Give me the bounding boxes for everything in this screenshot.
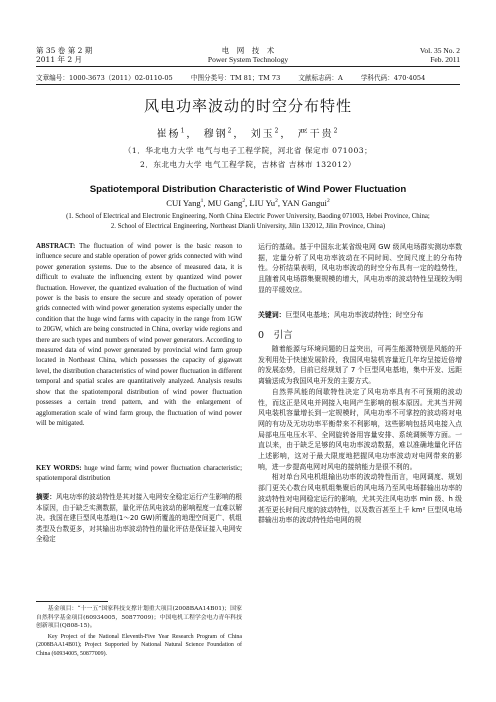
title-english: Spatiotemporal Distribution Characteristic of Wind Power Fluctuation [89, 184, 407, 195]
article-number: 文章编号：1000-3673（2011）02-0110-05 [36, 74, 173, 82]
author-3: 刘玉 [250, 129, 275, 140]
authors-chinese: 崔杨$^1$， 穆钢$^2$， 刘玉$^2$， 严干贵$^2$ [156, 127, 340, 140]
abstract-cn-label: 摘要： [36, 493, 56, 501]
author-1: 崔杨 [156, 129, 181, 140]
meta-rule [36, 84, 460, 85]
abstract-cn-text: 风电功率的波动特性是其对接入电网安全稳定运行产生影响的根本原因，由于缺乏实测数据，量化评估风电波动的影响程度一直难以解决。我国在建巨型风电基地(1～20 GW)所覆盖的地理空间更广、机组类型及台数更多，对其输出功率波动特性的量化评估是保证接入电网安全稳定 [36, 493, 243, 544]
abstract-en-text: The fluctuation of wind power is the basic reason to influence secure and stable operation of power grids connected with wind power generation systems. Due to the absence of measured data, it is difficult to evaluate the influencing extent by quantized wind power fluctuation. However, the quantized evaluation of the fluctuation of wind power is the basis to ensure the secure and steady operation of power grids connected with wind power generation systems especially under the condition that the huge wind farms with capacity in the range from 1GW to 20GW, which are being constructed in China, overlay wide regions and there are such types and numbers of wind power generators. According to measured data of wind power generated by provincial wind farm group located in Northeast China, which possesses the capacity of gigawatt level, the distribution characteristics of wind power fluctuation in different temporal and spatial scales are quantitatively analyzed. Analysis results show that the spatiotemporal distribution of wind power fluctuation possesses a certain trend pattern, and with the enlargement of agglomeration scale of wind farm group, the fluctuation of wind power will be mitigated. [36, 243, 242, 427]
abstract-cn-continued [258, 242, 462, 296]
intro-paragraph-2: 自然界风能的间歇特性决定了风电功率具有不可预期的波动性，而这正是风电并网接入电网产生影响的根本原因。尤其当并网风电装机容量增长到一定规模时，风电功率不可掌控的波动将对电网的有功及无功功率平衡带来不利影响，这些影响包括风电接入点局部电压电压水平、全网旋转备用容量安排、系统调频等方面。一直以来，由于缺乏足够的风电功率波动数据，难以准确地量化评估上述影响，这对于最大限度地把握风电功率波动对电网带来的影响，进一步提高电网对风电的接纳能力是很不利的。 [258, 387, 462, 471]
author-3-aff: 2 [274, 127, 281, 135]
abstract-english [36, 242, 242, 429]
intro-paragraph-3: 相对单台风电机组输出功率的波动特性而言，电网调度、规划部门更关心数台风电机组集聚后的风电场乃至风电场群输出功率的波动特性对电网稳定运行的影响，尤其关注风电功率 min 级、h 级甚至更长时间尺度的波动特性，以及数百甚至上千 km² 巨型风电场群输出功率的波动特性给电网的规 [258, 473, 462, 525]
keywords-en-label: KEY WORDS: [36, 465, 82, 472]
header-journal [148, 46, 348, 64]
fund-text-cn: 基金项目：“十一五”国家科技支撑计划重大项目(2008BAA14B01)；国家自然科学基金项目(60934005，50877009)；中国电机工程学会电力青年科技创新项目(Q808-15)。 [36, 606, 242, 629]
header-volume [36, 46, 92, 64]
header-vol-en [420, 46, 460, 64]
section-number: 0 [258, 330, 265, 341]
header-volume-issue: 第 35 卷 第 2 期 [36, 46, 93, 55]
section-title: 引言 [273, 330, 293, 341]
author-en-3: LIU Yu [249, 198, 276, 208]
affiliation-en-2: 2. School of Electrical Engineering, Northeast Dianli University, Jilin 132012, Jilin Province, China) [110, 223, 386, 230]
subject-code: 学科代码：470·4054 [360, 74, 426, 82]
keywords-chinese [258, 310, 462, 321]
section-heading [258, 327, 293, 341]
intro-body [258, 344, 462, 526]
author-en-3-aff: 2 [275, 198, 278, 205]
fund-text-en: Key Project of the National Eleventh-Five Year Research Program of China (2008BAA14B01); Project Supported by National Natural Science Foundation of China (60934005, 50877009). [36, 633, 242, 657]
header-journal-cn: 电 网 技 术 [221, 46, 275, 55]
author-en-1-aff: 1 [200, 198, 204, 205]
header-month: Feb. 2011 [430, 55, 460, 64]
authors-english: CUI Yang$^1$, MU Gang$^2$, LIU Yu$^2$, YAN Gangui$^2$ [166, 198, 330, 208]
document-code: 文献标志码：A [298, 74, 343, 82]
author-1-aff: 1 [180, 127, 187, 135]
header-journal-en: Power System Technology [207, 55, 289, 64]
header-rule [36, 66, 460, 67]
clc-number: 中图分类号：TM 81；TM 73 [190, 74, 281, 82]
author-en-4-aff: 2 [326, 198, 330, 205]
keywords-en-text: huge wind farm; wind power fluctuation characteristic; spatiotemporal distribution [36, 465, 242, 483]
author-2: 穆钢 [203, 129, 228, 140]
author-4-aff: 2 [333, 127, 340, 135]
abstract-chinese [36, 492, 242, 545]
abstract-en-label: ABSTRACT: [36, 243, 76, 250]
keywords-cn-text: 巨型风电基地；风电功率波动特性；时空分布 [285, 311, 424, 319]
intro-paragraph-1: 随着能源与环境问题的日益突出，可再生能源特别是风能的开发利用处于快速发展阶段，我国风电装机容量近几年均呈接近倍增的发展态势，目前已经规划了 7 个巨型风电基地，集中开发、远距离输送成为我国风电开发的主要方式。 [258, 345, 462, 386]
header-date: 2011 年 2 月 [36, 55, 83, 64]
footnote-rule [36, 601, 108, 602]
author-en-2: MU Gang [207, 198, 243, 208]
fund-footnote [36, 605, 242, 658]
affiliation-cn-2: 2．东北电力大学 电气工程学院，吉林省 吉林市 132012） [139, 160, 357, 169]
author-4: 严干贵 [297, 129, 334, 140]
affiliation-en-1: (1. School of Electrical and Electronic Engineering, North China Electric Power University, Baoding 071003, Hebei Province, China; [66, 213, 430, 220]
keywords-english [36, 464, 242, 485]
header-vol-no: Vol. 35 No. 2 [419, 46, 460, 55]
author-en-4: YAN Gangui [281, 198, 327, 208]
title-chinese: 风电功率波动的时空分布特性 [143, 97, 352, 115]
keywords-cn-label: 关键词： [258, 311, 286, 319]
article-meta [36, 72, 460, 82]
author-2-aff: 2 [227, 127, 234, 135]
author-en-1: CUI Yang [166, 198, 201, 208]
author-en-2-aff: 2 [242, 198, 246, 205]
affiliation-cn-1: （1．华北电力大学 电气与电子工程学院，河北省 保定市 071003； [123, 146, 373, 155]
abstract-cn-continued-text: 运行的基础。基于中国东北某省级电网 GW 级风电场群实测功率数据，定量分析了风电功率波动在不同时间、空间尺度上的分布特性。分析结果表明，风电功率波动的时空分布具有一定的趋势性，且随着风电场群集聚规模的增大，风电功率的波动特性呈现较为明显的平缓效应。 [258, 243, 462, 294]
